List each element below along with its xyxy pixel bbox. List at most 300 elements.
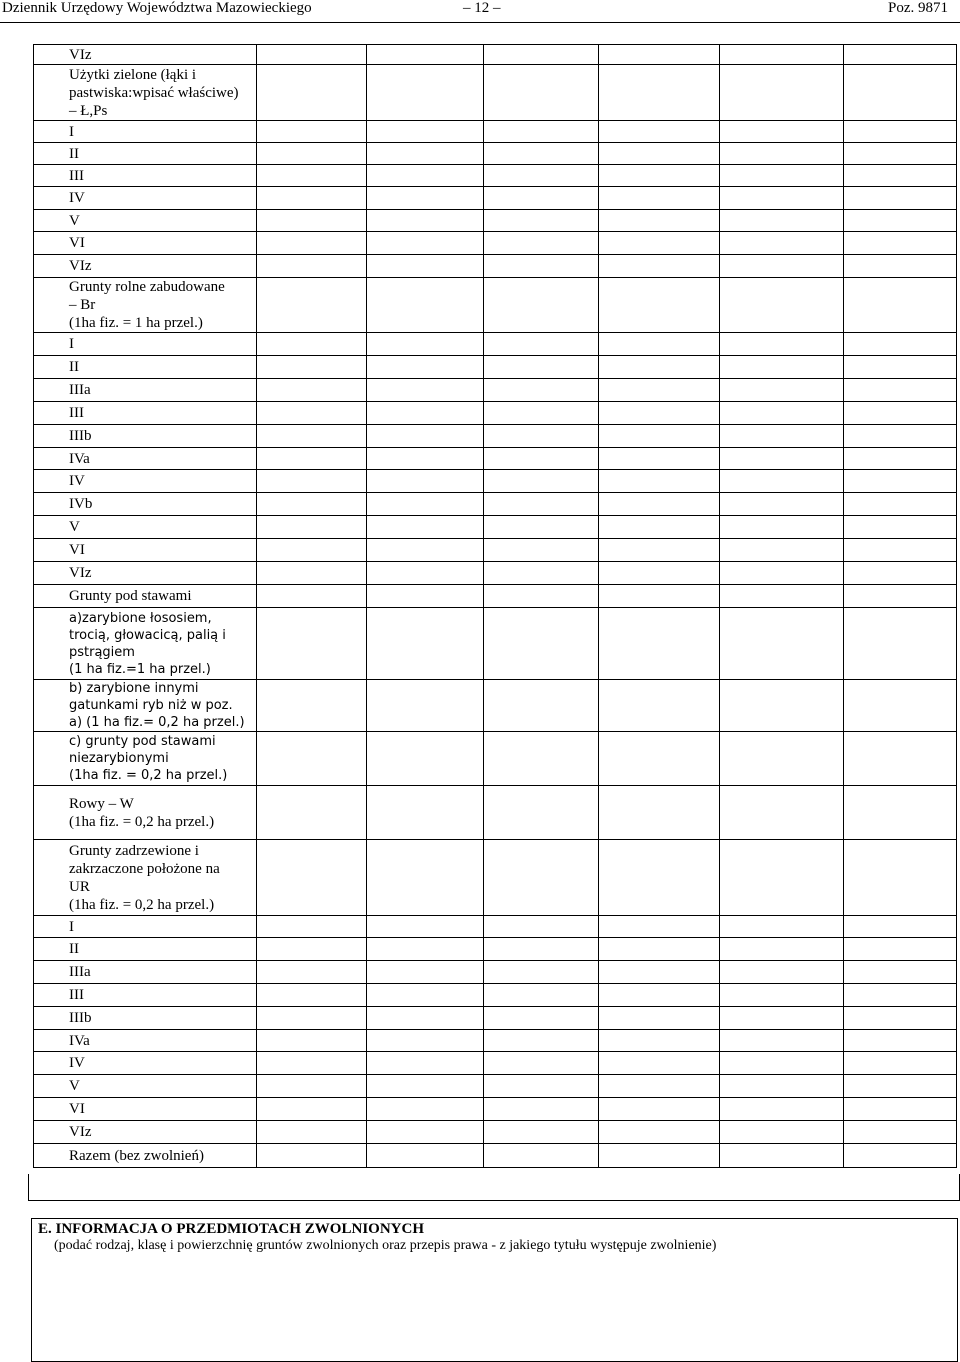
value-cell[interactable] — [484, 562, 599, 585]
row-label-cell — [34, 732, 257, 786]
value-cell[interactable] — [844, 562, 957, 585]
row-label: VIz — [69, 46, 92, 63]
table-row — [34, 425, 957, 448]
value-cell[interactable] — [844, 187, 957, 210]
table-row — [34, 356, 957, 379]
value-cell[interactable] — [257, 470, 367, 493]
value-cell[interactable] — [720, 984, 844, 1007]
value-cell[interactable] — [720, 1098, 844, 1121]
value-cell[interactable] — [367, 278, 484, 333]
table-row — [34, 1075, 957, 1098]
value-cell[interactable] — [484, 425, 599, 448]
row-label: b) zarybione innymi gatunkami ryb niż w poz. a) (1 ha fiz.= 0,2 ha przel.) — [69, 681, 245, 730]
value-cell[interactable] — [720, 65, 844, 121]
value-cell[interactable] — [367, 470, 484, 493]
value-cell[interactable] — [484, 278, 599, 333]
value-cell[interactable] — [484, 1052, 599, 1075]
table-row — [34, 333, 957, 356]
value-cell[interactable] — [257, 539, 367, 562]
value-cell[interactable] — [720, 470, 844, 493]
row-label: Rowy – W (1ha fiz. = 0,2 ha przel.) — [69, 795, 215, 830]
value-cell[interactable] — [257, 1144, 367, 1168]
value-cell[interactable] — [257, 1098, 367, 1121]
value-cell[interactable] — [484, 1007, 599, 1030]
section-e-title: E. INFORMACJA O PRZEDMIOTACH ZWOLNIONYCH — [38, 1221, 424, 1237]
row-label-cell — [34, 1030, 257, 1052]
value-cell[interactable] — [599, 680, 720, 732]
value-cell[interactable] — [720, 1121, 844, 1144]
value-cell[interactable] — [844, 278, 957, 333]
value-cell[interactable] — [484, 210, 599, 232]
value-cell[interactable] — [599, 278, 720, 333]
value-cell[interactable] — [367, 916, 484, 938]
value-cell[interactable] — [484, 255, 599, 278]
value-cell[interactable] — [599, 65, 720, 121]
value-cell[interactable] — [367, 121, 484, 143]
value-cell[interactable] — [484, 143, 599, 165]
value-cell[interactable] — [720, 938, 844, 961]
row-label-cell — [34, 608, 257, 680]
value-cell[interactable] — [844, 1007, 957, 1030]
section-e-instructions: (podać rodzaj, klasę i powierzchnię gruntów zwolnionych oraz przepis prawa - z jakiego tytułu występuje zwolnienie) — [54, 1238, 717, 1253]
value-cell[interactable] — [720, 143, 844, 165]
value-cell[interactable] — [720, 379, 844, 402]
table-row — [34, 45, 957, 65]
value-cell[interactable] — [367, 165, 484, 187]
value-cell[interactable] — [599, 165, 720, 187]
row-label-cell — [34, 1007, 257, 1030]
row-label: II — [69, 941, 79, 957]
value-cell[interactable] — [844, 539, 957, 562]
value-cell[interactable] — [257, 608, 367, 680]
table-row — [34, 1052, 957, 1075]
value-cell[interactable] — [367, 516, 484, 539]
value-cell[interactable] — [599, 45, 720, 65]
row-label-cell — [34, 680, 257, 732]
value-cell[interactable] — [484, 379, 599, 402]
value-cell[interactable] — [257, 210, 367, 232]
value-cell[interactable] — [599, 786, 720, 840]
value-cell[interactable] — [599, 470, 720, 493]
value-cell[interactable] — [844, 585, 957, 608]
value-cell[interactable] — [257, 187, 367, 210]
row-label-cell — [34, 585, 257, 608]
value-cell[interactable] — [720, 493, 844, 516]
row-label: II — [69, 359, 79, 375]
table-row — [34, 916, 957, 938]
value-cell[interactable] — [484, 585, 599, 608]
header-rule — [0, 22, 960, 23]
row-label: III — [69, 167, 84, 184]
value-cell[interactable] — [367, 840, 484, 916]
value-cell[interactable] — [844, 45, 957, 65]
value-cell[interactable] — [484, 187, 599, 210]
value-cell[interactable] — [844, 255, 957, 278]
row-label-cell — [34, 402, 257, 425]
value-cell[interactable] — [367, 448, 484, 470]
value-cell[interactable] — [844, 786, 957, 840]
value-cell[interactable] — [720, 840, 844, 916]
value-cell[interactable] — [720, 1144, 844, 1168]
row-label-cell — [34, 278, 257, 333]
value-cell[interactable] — [844, 608, 957, 680]
row-label: I — [69, 336, 74, 352]
value-cell[interactable] — [484, 45, 599, 65]
row-label-cell — [34, 448, 257, 470]
table-row — [34, 984, 957, 1007]
value-cell[interactable] — [257, 65, 367, 121]
value-cell[interactable] — [257, 121, 367, 143]
value-cell[interactable] — [599, 732, 720, 786]
value-cell[interactable] — [257, 984, 367, 1007]
row-label: Razem (bez zwolnień) — [69, 1147, 204, 1164]
value-cell[interactable] — [720, 732, 844, 786]
value-cell[interactable] — [844, 210, 957, 232]
value-cell[interactable] — [720, 45, 844, 65]
value-cell[interactable] — [484, 333, 599, 356]
value-cell[interactable] — [484, 470, 599, 493]
value-cell[interactable] — [484, 165, 599, 187]
value-cell[interactable] — [367, 961, 484, 984]
row-label-cell — [34, 1075, 257, 1098]
value-cell[interactable] — [367, 984, 484, 1007]
value-cell[interactable] — [599, 232, 720, 255]
table-row — [34, 680, 957, 732]
value-cell[interactable] — [599, 1144, 720, 1168]
value-cell[interactable] — [599, 984, 720, 1007]
row-label-cell — [34, 255, 257, 278]
value-cell[interactable] — [844, 1144, 957, 1168]
value-cell[interactable] — [844, 448, 957, 470]
value-cell[interactable] — [720, 608, 844, 680]
table-row — [34, 65, 957, 121]
value-cell[interactable] — [599, 1075, 720, 1098]
value-cell[interactable] — [599, 1052, 720, 1075]
table-row — [34, 840, 957, 916]
table-row — [34, 232, 957, 255]
value-cell[interactable] — [844, 379, 957, 402]
value-cell[interactable] — [599, 1098, 720, 1121]
row-label: VIz — [69, 258, 92, 274]
table-row — [34, 255, 957, 278]
value-cell[interactable] — [367, 585, 484, 608]
value-cell[interactable] — [720, 680, 844, 732]
value-cell[interactable] — [720, 278, 844, 333]
value-cell[interactable] — [484, 516, 599, 539]
value-cell[interactable] — [599, 1030, 720, 1052]
table-row — [34, 1144, 957, 1168]
value-cell[interactable] — [367, 210, 484, 232]
value-cell[interactable] — [484, 840, 599, 916]
value-cell[interactable] — [257, 961, 367, 984]
value-cell[interactable] — [367, 786, 484, 840]
value-cell[interactable] — [484, 938, 599, 961]
page-header — [0, 0, 960, 24]
value-cell[interactable] — [257, 1030, 367, 1052]
value-cell[interactable] — [720, 425, 844, 448]
value-cell[interactable] — [484, 1144, 599, 1168]
row-label: III — [69, 405, 84, 421]
row-label-cell — [34, 165, 257, 187]
value-cell[interactable] — [484, 1121, 599, 1144]
value-cell[interactable] — [599, 608, 720, 680]
value-cell[interactable] — [844, 1052, 957, 1075]
row-label-cell — [34, 1144, 257, 1168]
value-cell[interactable] — [257, 425, 367, 448]
table-row — [34, 1121, 957, 1144]
value-cell[interactable] — [484, 402, 599, 425]
value-cell[interactable] — [599, 938, 720, 961]
value-cell[interactable] — [720, 585, 844, 608]
value-cell[interactable] — [599, 916, 720, 938]
value-cell[interactable] — [720, 187, 844, 210]
value-cell[interactable] — [484, 732, 599, 786]
value-cell[interactable] — [257, 255, 367, 278]
value-cell[interactable] — [367, 1052, 484, 1075]
value-cell[interactable] — [484, 680, 599, 732]
value-cell[interactable] — [367, 608, 484, 680]
row-label: IVb — [69, 496, 93, 512]
value-cell[interactable] — [367, 1007, 484, 1030]
value-cell[interactable] — [844, 1075, 957, 1098]
value-cell[interactable] — [844, 984, 957, 1007]
value-cell[interactable] — [484, 608, 599, 680]
value-cell[interactable] — [257, 1052, 367, 1075]
value-cell[interactable] — [367, 938, 484, 961]
value-cell[interactable] — [257, 562, 367, 585]
value-cell[interactable] — [599, 585, 720, 608]
row-label-cell — [34, 356, 257, 379]
value-cell[interactable] — [484, 493, 599, 516]
value-cell[interactable] — [844, 1098, 957, 1121]
value-cell[interactable] — [844, 425, 957, 448]
value-cell[interactable] — [844, 1121, 957, 1144]
value-cell[interactable] — [720, 1007, 844, 1030]
value-cell[interactable] — [367, 1030, 484, 1052]
value-cell[interactable] — [257, 1121, 367, 1144]
value-cell[interactable] — [367, 187, 484, 210]
value-cell[interactable] — [844, 516, 957, 539]
value-cell[interactable] — [367, 562, 484, 585]
value-cell[interactable] — [720, 356, 844, 379]
value-cell[interactable] — [484, 961, 599, 984]
value-cell[interactable] — [844, 680, 957, 732]
value-cell[interactable] — [720, 516, 844, 539]
table-row — [34, 786, 957, 840]
row-label-cell — [34, 493, 257, 516]
value-cell[interactable] — [844, 121, 957, 143]
value-cell[interactable] — [844, 916, 957, 938]
value-cell[interactable] — [367, 356, 484, 379]
value-cell[interactable] — [844, 493, 957, 516]
value-cell[interactable] — [599, 840, 720, 916]
row-label-cell — [34, 516, 257, 539]
table-row — [34, 143, 957, 165]
section-e-box — [31, 1218, 958, 1362]
value-cell[interactable] — [367, 680, 484, 732]
value-cell[interactable] — [844, 938, 957, 961]
value-cell[interactable] — [257, 232, 367, 255]
value-cell[interactable] — [257, 143, 367, 165]
value-cell[interactable] — [720, 333, 844, 356]
value-cell[interactable] — [599, 516, 720, 539]
value-cell[interactable] — [257, 680, 367, 732]
value-cell[interactable] — [484, 1075, 599, 1098]
value-cell[interactable] — [720, 786, 844, 840]
value-cell[interactable] — [844, 1030, 957, 1052]
value-cell[interactable] — [720, 961, 844, 984]
value-cell[interactable] — [484, 1098, 599, 1121]
value-cell[interactable] — [844, 840, 957, 916]
value-cell[interactable] — [257, 278, 367, 333]
value-cell[interactable] — [257, 379, 367, 402]
value-cell[interactable] — [720, 1075, 844, 1098]
value-cell[interactable] — [367, 1075, 484, 1098]
value-cell[interactable] — [720, 448, 844, 470]
value-cell[interactable] — [844, 402, 957, 425]
value-cell[interactable] — [720, 539, 844, 562]
value-cell[interactable] — [844, 356, 957, 379]
row-label-cell — [34, 187, 257, 210]
value-cell[interactable] — [484, 539, 599, 562]
table-row — [34, 585, 957, 608]
value-cell[interactable] — [599, 210, 720, 232]
value-cell[interactable] — [720, 255, 844, 278]
value-cell[interactable] — [257, 493, 367, 516]
value-cell[interactable] — [367, 493, 484, 516]
value-cell[interactable] — [844, 470, 957, 493]
value-cell[interactable] — [257, 165, 367, 187]
table-row — [34, 1007, 957, 1030]
value-cell[interactable] — [257, 916, 367, 938]
row-label: IIIa — [69, 964, 91, 980]
value-cell[interactable] — [599, 187, 720, 210]
value-cell[interactable] — [599, 562, 720, 585]
value-cell[interactable] — [484, 916, 599, 938]
value-cell[interactable] — [257, 516, 367, 539]
value-cell[interactable] — [844, 732, 957, 786]
value-cell[interactable] — [367, 1121, 484, 1144]
table-row — [34, 493, 957, 516]
row-label: VIz — [69, 565, 92, 581]
value-cell[interactable] — [599, 448, 720, 470]
value-cell[interactable] — [599, 121, 720, 143]
value-cell[interactable] — [720, 165, 844, 187]
value-cell[interactable] — [720, 210, 844, 232]
value-cell[interactable] — [484, 786, 599, 840]
row-label-cell — [34, 65, 257, 121]
row-label-cell — [34, 786, 257, 840]
value-cell[interactable] — [367, 1144, 484, 1168]
value-cell[interactable] — [720, 1052, 844, 1075]
value-cell[interactable] — [367, 379, 484, 402]
value-cell[interactable] — [367, 539, 484, 562]
value-cell[interactable] — [484, 232, 599, 255]
value-cell[interactable] — [599, 1121, 720, 1144]
value-cell[interactable] — [484, 356, 599, 379]
value-cell[interactable] — [844, 165, 957, 187]
value-cell[interactable] — [720, 1030, 844, 1052]
table-row — [34, 187, 957, 210]
value-cell[interactable] — [844, 65, 957, 121]
value-cell[interactable] — [599, 493, 720, 516]
value-cell[interactable] — [257, 938, 367, 961]
value-cell[interactable] — [599, 425, 720, 448]
value-cell[interactable] — [257, 448, 367, 470]
value-cell[interactable] — [367, 255, 484, 278]
value-cell[interactable] — [257, 1075, 367, 1098]
table-row — [34, 539, 957, 562]
value-cell[interactable] — [257, 45, 367, 65]
value-cell[interactable] — [844, 961, 957, 984]
value-cell[interactable] — [720, 121, 844, 143]
value-cell[interactable] — [367, 65, 484, 121]
row-label: I — [69, 918, 74, 935]
value-cell[interactable] — [484, 1030, 599, 1052]
value-cell[interactable] — [367, 732, 484, 786]
row-label: Grunty rolne zabudowane – Br (1ha fiz. = 1 ha przel.) — [69, 279, 225, 331]
value-cell[interactable] — [720, 562, 844, 585]
value-cell[interactable] — [599, 356, 720, 379]
value-cell[interactable] — [257, 402, 367, 425]
value-cell[interactable] — [367, 402, 484, 425]
value-cell[interactable] — [844, 143, 957, 165]
value-cell[interactable] — [599, 1007, 720, 1030]
value-cell[interactable] — [844, 232, 957, 255]
row-label-cell — [34, 984, 257, 1007]
value-cell[interactable] — [599, 143, 720, 165]
value-cell[interactable] — [720, 916, 844, 938]
value-cell[interactable] — [367, 425, 484, 448]
value-cell[interactable] — [599, 333, 720, 356]
value-cell[interactable] — [484, 984, 599, 1007]
value-cell[interactable] — [367, 45, 484, 65]
value-cell[interactable] — [257, 786, 367, 840]
row-label: IV — [69, 473, 85, 489]
row-label-cell — [34, 232, 257, 255]
value-cell[interactable] — [484, 448, 599, 470]
value-cell[interactable] — [257, 1007, 367, 1030]
value-cell[interactable] — [367, 232, 484, 255]
value-cell[interactable] — [257, 732, 367, 786]
value-cell[interactable] — [257, 333, 367, 356]
value-cell[interactable] — [257, 356, 367, 379]
value-cell[interactable] — [484, 121, 599, 143]
value-cell[interactable] — [720, 232, 844, 255]
row-label: VI — [69, 235, 85, 251]
value-cell[interactable] — [599, 255, 720, 278]
value-cell[interactable] — [599, 539, 720, 562]
value-cell[interactable] — [599, 961, 720, 984]
value-cell[interactable] — [257, 840, 367, 916]
table-row — [34, 516, 957, 539]
value-cell[interactable] — [599, 402, 720, 425]
value-cell[interactable] — [844, 333, 957, 356]
table-row — [34, 732, 957, 786]
value-cell[interactable] — [257, 585, 367, 608]
value-cell[interactable] — [367, 143, 484, 165]
table-row — [34, 470, 957, 493]
value-cell[interactable] — [484, 65, 599, 121]
value-cell[interactable] — [599, 379, 720, 402]
row-label-cell — [34, 938, 257, 961]
value-cell[interactable] — [367, 1098, 484, 1121]
row-label: IVa — [69, 1032, 90, 1049]
row-label: VI — [69, 1101, 85, 1117]
value-cell[interactable] — [367, 333, 484, 356]
value-cell[interactable] — [720, 402, 844, 425]
land-class-table-body — [34, 45, 957, 1168]
